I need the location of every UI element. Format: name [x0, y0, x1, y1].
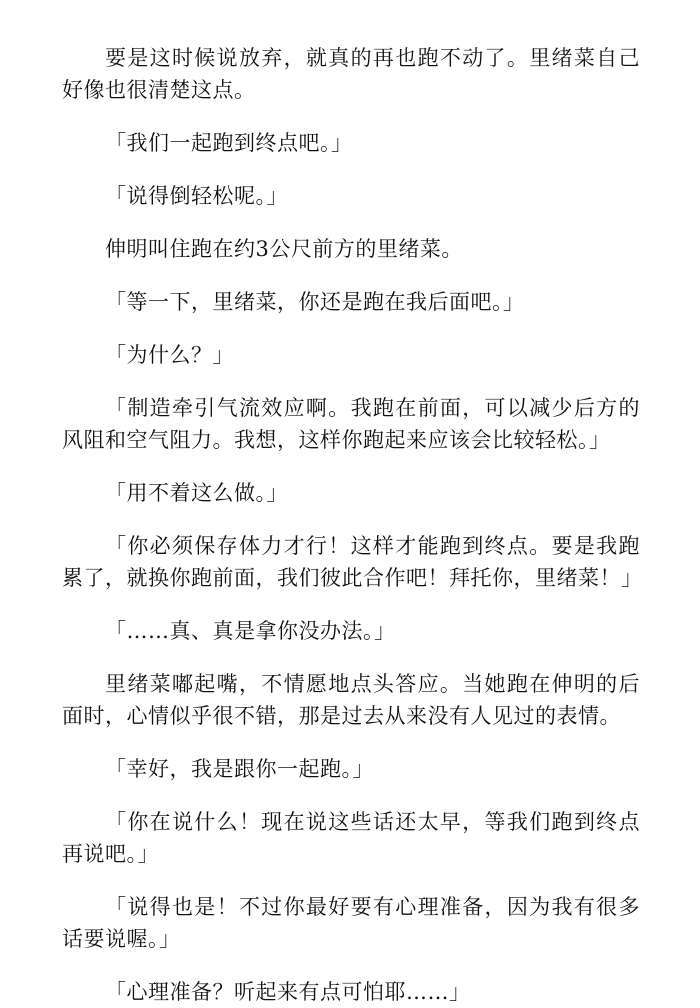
- paragraph-8: 「用不着这么做。」: [105, 481, 288, 505]
- paragraph-7: 「制造牵引气流效应啊。我跑在前面，可以减少后方的风阻和空气阻力。我想，这样你跑起来应该会比较轻松。」: [62, 396, 640, 452]
- paragraph-12: 「幸好，我是跟你一起跑。」: [105, 757, 374, 781]
- paragraph-13: 「你在说什么！现在说这些话还太早，等我们跑到终点再说吧。」: [62, 810, 640, 866]
- paragraph-10: 「……真、真是拿你没办法。」: [105, 619, 396, 643]
- paragraph-4: 伸明叫住跑在约3公尺前方的里绪菜。: [105, 237, 463, 261]
- paragraph-15: 「心理准备？听起来有点可怕耶……」: [105, 980, 471, 1004]
- paragraph-11: 里绪菜嘟起嘴，不情愿地点头答应。当她跑在伸明的后面时，心情似乎很不错，那是过去从来没有人见过的表情。: [62, 672, 640, 728]
- paragraph-14: 「说得也是！不过你最好要有心理准备，因为我有很多话要说喔。」: [62, 895, 640, 951]
- paragraph-6: 「为什么？」: [105, 343, 234, 367]
- paragraph-1: 要是这时候说放弃，就真的再也跑不动了。里绪菜自己好像也很清楚这点。: [62, 46, 640, 102]
- paragraph-3: 「说得倒轻松呢。」: [105, 184, 288, 208]
- paragraph-5: 「等一下，里绪菜，你还是跑在我后面吧。」: [105, 290, 525, 314]
- paragraph-9: 「你必须保存体力才行！这样才能跑到终点。要是我跑累了，就换你跑前面，我们彼此合作吧！拜托你，里绪菜！」: [62, 534, 643, 590]
- paragraph-2: 「我们一起跑到终点吧。」: [105, 131, 353, 155]
